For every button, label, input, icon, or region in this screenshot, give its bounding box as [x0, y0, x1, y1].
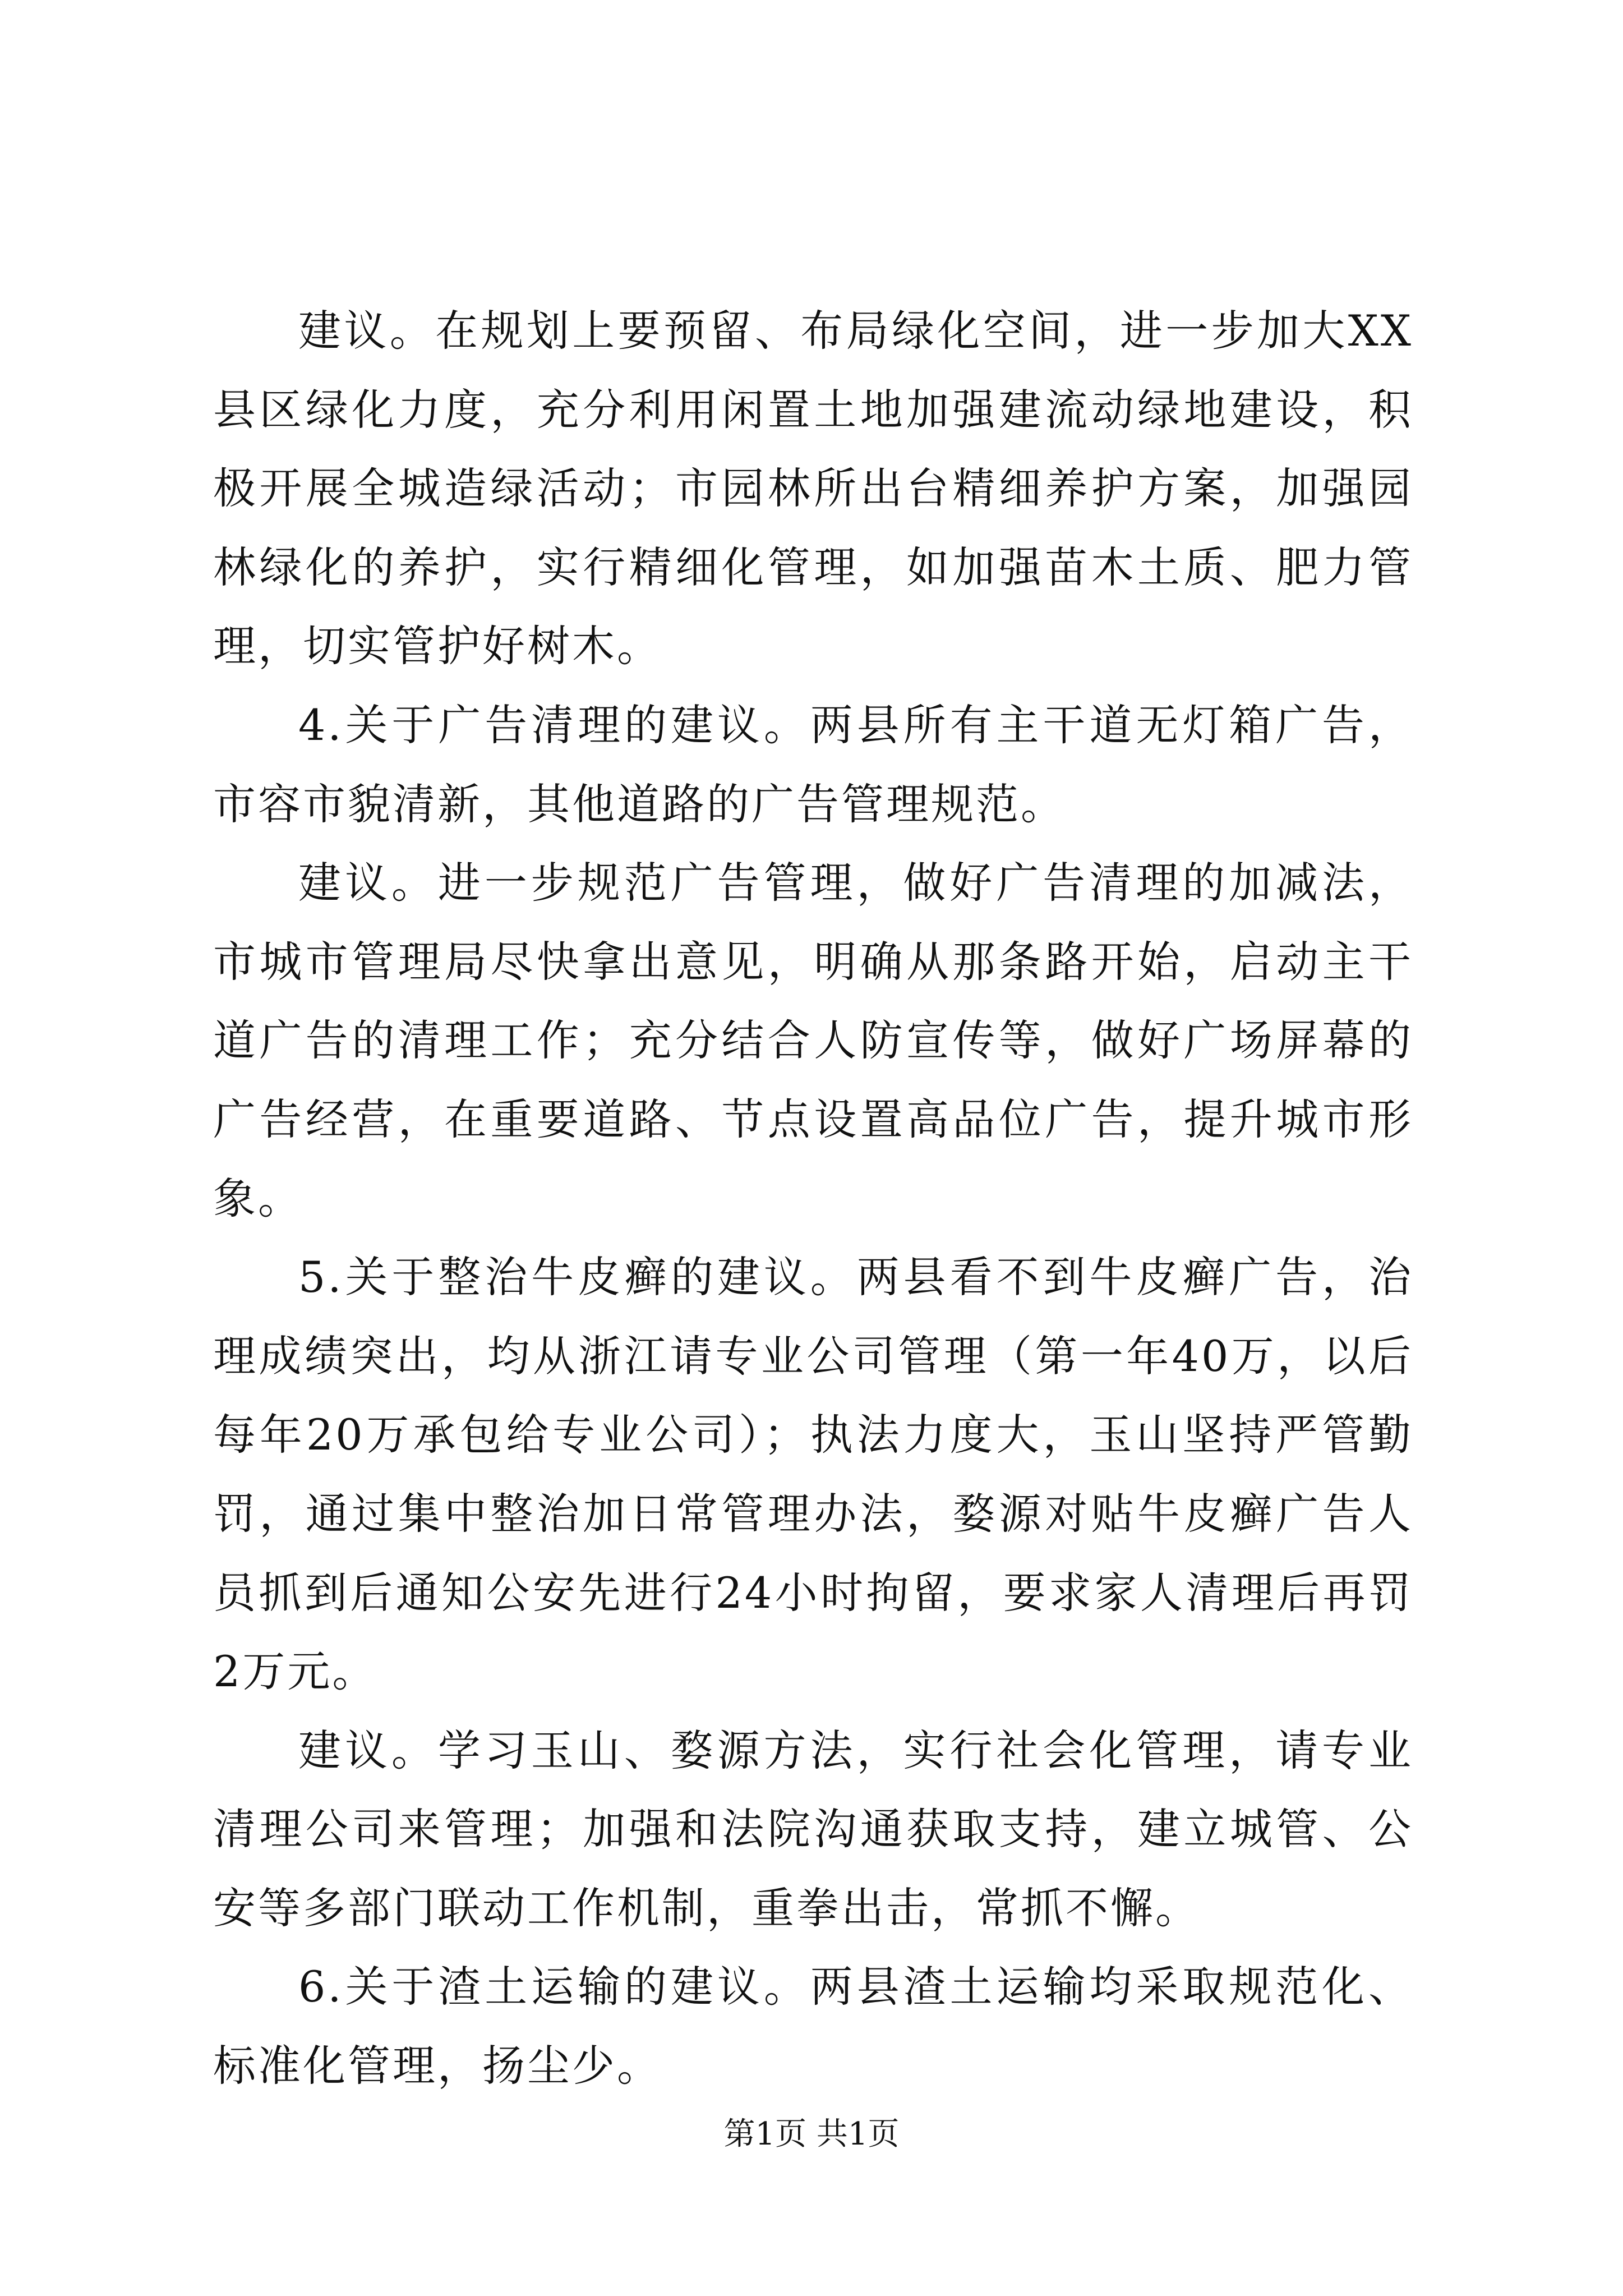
paragraph-ad-cleanup-suggestion: 建议。进一步规范广告管理，做好广告清理的加减法，市城市管理局尽快拿出意见，明确从那条路开始，启动主干道广告的清理工作；充分结合人防宣传等，做好广场屏幕的广告经营，在重要道路、节点设置高品位广告，提升城市形象。	[213, 858, 1413, 1223]
paragraph-muck-transport-heading: 6.关于渣土运输的建议。两县渣土运输均采取规范化、标准化管理，扬尘少。	[213, 1962, 1413, 2091]
paragraph-greening-suggestion: 建议。在规划上要预留、布局绿化空间，进一步加大XX县区绿化力度，充分利用闲置土地加强建流动绿地建设，积极开展全城造绿活动；市园林所出台精细养护方案，加强园林绿化的养护，实行精细化管理，如加强苗木土质、肥力管理，切实管护好树木。	[213, 306, 1413, 671]
page-number-footer: 第1页 共1页	[723, 2116, 900, 2152]
paragraph-psoriasis-ads-suggestion: 建议。学习玉山、婺源方法，实行社会化管理，请专业清理公司来管理；加强和法院沟通获取支持，建立城管、公安等多部门联动工作机制，重拳出击，常抓不懈。	[213, 1725, 1413, 1933]
document-body	[213, 292, 1413, 2106]
paragraph-ad-cleanup-heading: 4.关于广告清理的建议。两县所有主干道无灯箱广告，市容市貌清新，其他道路的广告管理规范。	[213, 700, 1413, 829]
paragraph-psoriasis-ads-heading: 5.关于整治牛皮癣的建议。两县看不到牛皮癣广告，治理成绩突出，均从浙江请专业公司管理（第一年40万，以后每年20万承包给专业公司）；执法力度大，玉山坚持严管勤罚，通过集中整治加日常管理办法，婺源对贴牛皮癣广告人员抓到后通知公安先进行24小时拘留，要求家人清理后再罚2万元。	[213, 1252, 1413, 1697]
